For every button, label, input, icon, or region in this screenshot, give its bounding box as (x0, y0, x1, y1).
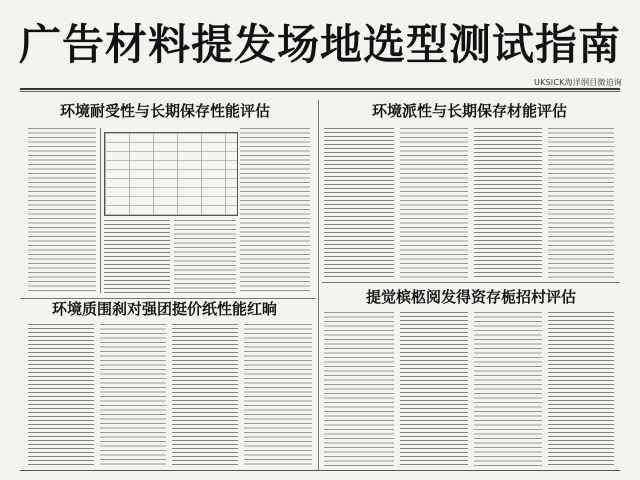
article-4-column-1 (324, 312, 394, 466)
article-3-column-1 (28, 324, 94, 466)
section-title-3: 环境质围刹对强团挺价纸性能红晌 (52, 300, 278, 318)
article-2-column-2 (400, 128, 468, 278)
masthead (0, 0, 640, 87)
column-divider (100, 128, 101, 293)
section-title-2: 环境派性与长期保存材能评估 (372, 102, 568, 120)
article-2-column-3 (474, 128, 542, 278)
bottom-rule (20, 470, 620, 471)
article-2-column-4 (548, 128, 614, 278)
article-1-column-4 (240, 128, 310, 293)
article-1-column-1 (28, 128, 96, 293)
article-3-column-2 (100, 324, 166, 466)
section-divider-left (20, 298, 316, 299)
page-center-divider (318, 100, 319, 470)
page-title: 广告材料提发场地选型测试指南 (18, 20, 621, 69)
article-1-column-2 (104, 220, 170, 293)
article-4-column-4 (548, 312, 614, 466)
section-title-1: 环境耐受性与长期保存性能评估 (60, 102, 271, 120)
article-2-column-1 (324, 128, 394, 278)
data-table-1 (104, 132, 238, 216)
article-1-column-3 (174, 220, 236, 293)
article-4-column-2 (400, 312, 468, 466)
masthead-subline: UKSICK海洋纲目微迫询 (534, 78, 622, 87)
top-rule-thin (20, 91, 620, 92)
section-divider-right (322, 282, 620, 283)
article-3-column-4 (244, 324, 312, 466)
top-rule (20, 88, 620, 90)
article-4-column-3 (474, 312, 542, 466)
article-3-column-3 (172, 324, 238, 466)
section-title-4: 提觉槟柩阅发得资存栀招村评估 (366, 288, 577, 306)
